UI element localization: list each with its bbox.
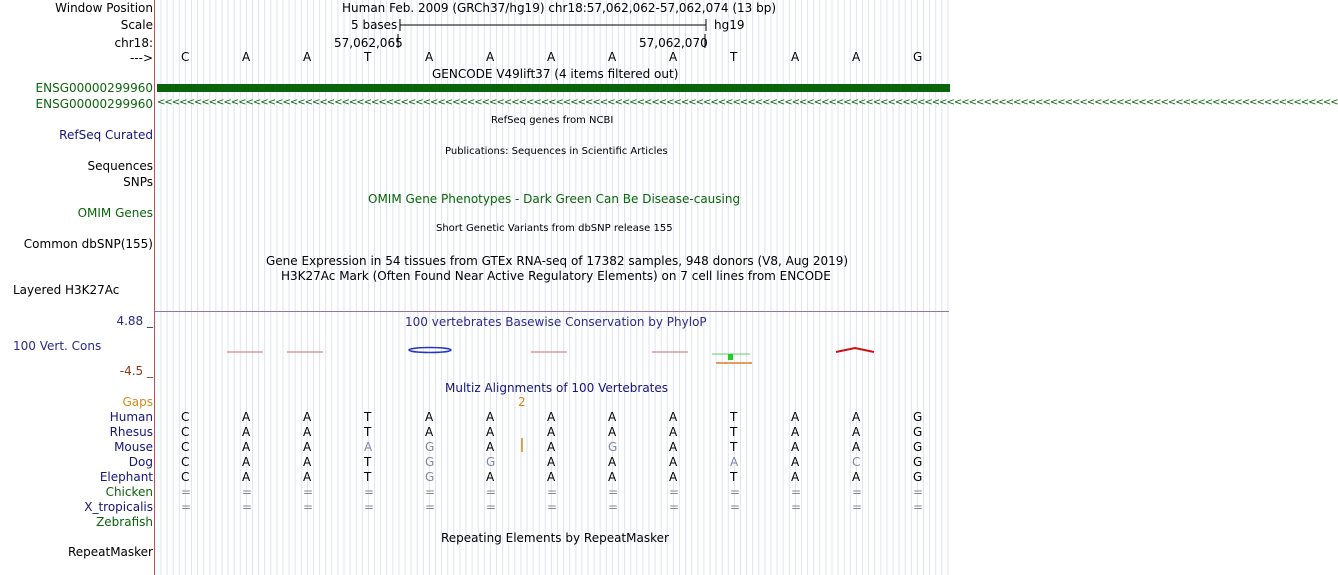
aligned-base: =: [486, 500, 497, 514]
reference-base: A: [425, 50, 434, 64]
aligned-base: =: [364, 485, 375, 499]
label-scale: Scale: [120, 18, 153, 32]
aligned-base: G: [425, 440, 435, 454]
cons-mark: [728, 354, 733, 360]
aligned-base: A: [425, 410, 434, 424]
position-left: 57,062,065: [334, 36, 403, 50]
reference-base: G: [913, 50, 923, 64]
window-position-title: Human Feb. 2009 (GRCh37/hg19) chr18:57,062,062-57,062,074 (13 bp): [342, 1, 777, 15]
aligned-base: G: [913, 470, 923, 484]
aligned-base: A: [669, 425, 678, 439]
aligned-base: =: [791, 485, 802, 499]
aligned-base: A: [669, 470, 678, 484]
aligned-base: =: [791, 500, 802, 514]
aligned-base: =: [730, 500, 741, 514]
aligned-base: A: [852, 425, 861, 439]
conservation-max: 4.88 _: [116, 314, 153, 328]
mouse-insertion-mark: [520, 438, 524, 453]
aligned-base: =: [913, 500, 924, 514]
species-label-elephant[interactable]: Elephant: [99, 470, 153, 484]
aligned-base: A: [608, 425, 617, 439]
aligned-base: A: [547, 470, 556, 484]
aligned-base: T: [730, 425, 738, 439]
reference-base: A: [852, 50, 861, 64]
aligned-base: C: [852, 455, 861, 469]
aligned-base: G: [486, 455, 496, 469]
aligned-base: T: [364, 410, 372, 424]
species-label-chicken[interactable]: Chicken: [105, 485, 153, 499]
aligned-base: A: [425, 425, 434, 439]
gtex-title: Gene Expression in 54 tissues from GTEx RNA-seq of 17382 samples, 948 donors (V8, Aug 2019): [266, 254, 849, 268]
reference-base: A: [608, 50, 617, 64]
reference-base: A: [303, 50, 312, 64]
reference-base: A: [669, 50, 678, 64]
h3k27ac-label[interactable]: Layered H3K27Ac: [13, 283, 120, 297]
aligned-base: =: [913, 485, 924, 499]
aligned-base: A: [486, 410, 495, 424]
aligned-base: A: [547, 455, 556, 469]
aligned-base: A: [303, 455, 312, 469]
aligned-base: =: [669, 485, 680, 499]
species-label-dog[interactable]: Dog: [128, 455, 153, 469]
gencode-gene-body[interactable]: [157, 84, 950, 92]
dbsnp-title: Short Genetic Variants from dbSNP release 155: [436, 223, 673, 234]
reference-base: C: [181, 50, 190, 64]
aligned-base: =: [486, 485, 497, 499]
aligned-base: A: [242, 425, 251, 439]
multiz-title: Multiz Alignments of 100 Vertebrates: [445, 381, 669, 395]
publications-title: Publications: Sequences in Scientific Articles: [445, 146, 668, 157]
species-label-zebrafish[interactable]: Zebrafish: [96, 515, 153, 529]
aligned-base: =: [181, 485, 192, 499]
repeatmasker-title: Repeating Elements by RepeatMasker: [441, 531, 669, 545]
repeatmasker-label[interactable]: RepeatMasker: [67, 545, 153, 559]
aligned-base: A: [242, 470, 251, 484]
aligned-base: =: [669, 500, 680, 514]
aligned-base: A: [547, 425, 556, 439]
aligned-base: A: [303, 410, 312, 424]
gencode-track-title: GENCODE V49lift37 (4 items filtered out): [432, 67, 679, 81]
aligned-base: =: [364, 500, 375, 514]
aligned-base: =: [608, 485, 619, 499]
species-label-human[interactable]: Human: [109, 410, 153, 424]
aligned-base: C: [181, 425, 190, 439]
aligned-base: C: [181, 410, 190, 424]
species-label-x_tropicalis[interactable]: X_tropicalis: [84, 500, 153, 514]
aligned-base: G: [913, 410, 923, 424]
aligned-base: A: [608, 470, 617, 484]
aligned-base: =: [425, 485, 436, 499]
label-strand-arrow: --->: [129, 51, 153, 65]
aligned-base: A: [242, 440, 251, 454]
reference-base: A: [791, 50, 800, 64]
aligned-base: C: [181, 455, 190, 469]
refseq-label[interactable]: RefSeq Curated: [59, 128, 153, 142]
aligned-base: A: [486, 470, 495, 484]
gencode-intron-arrows[interactable]: <<<<<<<<<<<<<<<<<<<<<<<<<<<<<<<<<<<<<<<<<<<<<<<<<<<<<<<<<<<<<<<<<<<<<<<<<<<<<<<<<<<<<<<<<<<<<<<<<<<<<<<<<<<<<<<<<<<<<<<<<<<<<<<<<<<<<<<<<<<<<<<<<<<<<<<<<<<<<<<<: [157, 97, 1338, 108]
aligned-base: =: [608, 500, 619, 514]
aligned-base: A: [242, 410, 251, 424]
omim-label[interactable]: OMIM Genes: [77, 206, 153, 220]
aligned-base: A: [669, 440, 678, 454]
aligned-base: G: [425, 455, 435, 469]
position-left-tick: [397, 34, 401, 48]
assembly-label: hg19: [714, 18, 745, 32]
aligned-base: A: [303, 440, 312, 454]
track-separator: [155, 311, 949, 312]
reference-base: T: [364, 50, 372, 64]
aligned-base: T: [364, 425, 372, 439]
aligned-base: =: [181, 500, 192, 514]
aligned-base: A: [608, 455, 617, 469]
aligned-base: A: [303, 470, 312, 484]
aligned-base: =: [303, 500, 314, 514]
gencode-item-2-label[interactable]: ENSG00000299960: [35, 97, 153, 111]
gencode-item-1-label[interactable]: ENSG00000299960: [35, 81, 153, 95]
aligned-base: A: [303, 425, 312, 439]
aligned-base: G: [608, 440, 618, 454]
aligned-base: A: [852, 440, 861, 454]
aligned-base: A: [608, 410, 617, 424]
aligned-base: A: [486, 440, 495, 454]
label-chrom: chr18:: [114, 36, 153, 50]
gaps-label[interactable]: Gaps: [122, 395, 153, 409]
aligned-base: A: [486, 425, 495, 439]
aligned-base: T: [364, 455, 372, 469]
aligned-base: A: [852, 470, 861, 484]
aligned-base: A: [669, 455, 678, 469]
cons-mark: [409, 348, 451, 353]
aligned-base: A: [791, 470, 800, 484]
aligned-base: A: [547, 440, 556, 454]
label-window-position: Window Position: [55, 1, 153, 15]
aligned-base: G: [913, 425, 923, 439]
reference-base: A: [242, 50, 251, 64]
gap-count: 2: [518, 395, 526, 409]
aligned-base: T: [730, 470, 738, 484]
species-label-mouse[interactable]: Mouse: [114, 440, 153, 454]
cons-mark: [836, 348, 874, 352]
reference-base: A: [547, 50, 556, 64]
aligned-base: A: [364, 440, 373, 454]
refseq-title: RefSeq genes from NCBI: [491, 115, 614, 126]
aligned-base: =: [547, 485, 558, 499]
scale-bar: [398, 18, 710, 32]
conservation-min: -4.5 _: [119, 364, 153, 378]
species-label-rhesus[interactable]: Rhesus: [109, 425, 153, 439]
aligned-base: A: [791, 455, 800, 469]
aligned-base: G: [913, 455, 923, 469]
aligned-base: =: [730, 485, 741, 499]
aligned-base: =: [303, 485, 314, 499]
aligned-base: =: [242, 500, 253, 514]
position-right: 57,062,070: [639, 36, 708, 50]
aligned-base: =: [425, 500, 436, 514]
aligned-base: T: [730, 440, 738, 454]
conservation-label[interactable]: 100 Vert. Cons: [13, 339, 102, 353]
aligned-base: =: [547, 500, 558, 514]
dbsnp-label[interactable]: Common dbSNP(155): [23, 237, 153, 251]
conservation-title: 100 vertebrates Basewise Conservation by PhyloP: [405, 315, 707, 329]
aligned-base: A: [852, 410, 861, 424]
aligned-base: T: [364, 470, 372, 484]
aligned-base: A: [730, 455, 739, 469]
scale-text: 5 bases: [351, 18, 398, 32]
aligned-base: C: [181, 470, 190, 484]
aligned-base: T: [730, 410, 738, 424]
omim-title: OMIM Gene Phenotypes - Dark Green Can Be Disease-causing: [368, 192, 741, 206]
aligned-base: =: [852, 500, 863, 514]
position-right-tick: [704, 34, 708, 48]
aligned-base: G: [425, 470, 435, 484]
aligned-base: =: [242, 485, 253, 499]
aligned-base: =: [852, 485, 863, 499]
aligned-base: A: [669, 410, 678, 424]
aligned-base: A: [547, 410, 556, 424]
reference-base: A: [486, 50, 495, 64]
conservation-plot[interactable]: [155, 340, 950, 370]
h3k27ac-title: H3K27Ac Mark (Often Found Near Active Regulatory Elements) on 7 cell lines from ENCODE: [281, 269, 831, 283]
aligned-base: A: [791, 440, 800, 454]
aligned-base: A: [242, 455, 251, 469]
aligned-base: A: [791, 410, 800, 424]
snps-label[interactable]: SNPs: [123, 175, 153, 189]
aligned-base: A: [791, 425, 800, 439]
track-label-divider: [154, 0, 155, 575]
sequences-label[interactable]: Sequences: [87, 159, 153, 173]
reference-base: T: [730, 50, 738, 64]
aligned-base: C: [181, 440, 190, 454]
aligned-base: G: [913, 440, 923, 454]
